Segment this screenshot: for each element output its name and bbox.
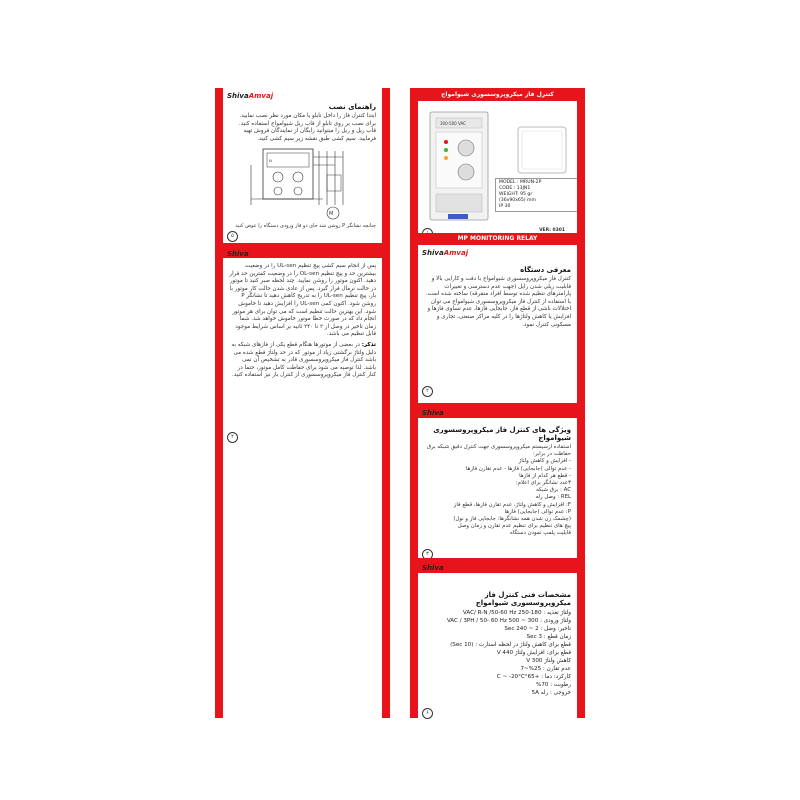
- features-title: ویژگی های کنترل فاز میکروپروسسوری شیوامواج: [433, 426, 571, 442]
- install-footer: چنانچه نشانگر P روشن شد جای دو فاز ورودی دستگاه را عوض کنید: [235, 223, 376, 230]
- device-range: 300-500 VAC: [440, 121, 466, 126]
- cover-bottom-label: MP MONITORING RELAY VER: 0301: [418, 233, 577, 245]
- feature-item: - عدم توالی (جابجایی) فازها - عدم تقارن فازها: [465, 465, 571, 472]
- tech-row: عدم تقارن : 25%~7: [520, 666, 571, 672]
- tech-row: رطوبت : 70%: [536, 682, 571, 688]
- spec-model: MODEL : MRUN-2P: [499, 180, 542, 185]
- red-rail-left: [215, 88, 223, 718]
- settings-body: پس از انجام سیم کشی پیچ تنظیم UL-sen را در وضعیت بیشترین حد و پیچ تنظیم OL-sen را در وضعیت کمترین حد قرار دهید. اکنون موتور را روشن نمایید. چند لحظه صبر کنید تا موتور در حالت نرمال قرار گیرد. پس از عادی شدن حالت کار موتور با بار، پیچ تنظیم UL-sen را به تدریج کاهش دهید تا نشانگر P روشن شود. اکنون کمی UL-sen را افزایش دهید تا خاموش شود. این بهترین حالت تنظیم است که می توان برای هر موتور انجام داد که در صورت خطا موتور خاموش خواهد شد. شما زمان تاخیر در وصل از ۲ تا ۲۴۰ ثانیه بر اساس شرایط موجود قابل تنظیم می باشد.: [229, 263, 376, 338]
- tech-row: کارکرد: دما : +65°C ~ -20°C: [496, 674, 571, 680]
- red-rail-left: [410, 88, 418, 718]
- brand-logo: ShivaAmvaj: [422, 564, 469, 572]
- right-column: [410, 88, 585, 718]
- red-rail-right: [382, 88, 390, 718]
- intro-body: کنترل فاز میکروپروسسوری شیوامواج با دقت و کارایی بالا و قابلیت ریلی شدن رایل (جهت عدم دسترسی و تغییرات پارامترهای تنظیم شده توسط افراد متفرقه) ساخته شده است. با استفاده از کنترل فاز میکروپروسسوری شیوامواج می توان اختلالات ناشی از قطع فاز، جابجایی فازها، عدم تساوی فازها و افزایش یا کاهش ولتاژها را در کلیه مراکز صنعتی، تجاری و مسکونی کنترل نمود.: [425, 276, 571, 328]
- feature-item: قابلیت پلمپ نمودن دستگاه: [509, 530, 571, 537]
- page-number: ۳: [422, 549, 433, 560]
- settings-note: تذکر: در بعضی از موتورها هنگام قطع یکی از فازهای شبکه به دلیل ولتاژ برگشتی زیاد از موتور که در حد ولتاژ قطع شده می باشد کنترل فاز میکروپروسسوری قادر به تشخیص آن نمی باشد. لذا توصیه می شود برای حفاظت کامل موتور، حتما در کنار کنترل فاز میکروپروسسوری از کنترل بار نیز استفاده کنید.: [231, 341, 376, 379]
- spec-ip: IP 30: [499, 204, 511, 209]
- feature-item: REL : وصل رله: [535, 494, 571, 501]
- tech-row: خروجی : رله 5A: [531, 690, 571, 696]
- version: VER: 0301: [539, 228, 565, 233]
- tech-row: زمان قطع : Sec 3: [526, 634, 571, 640]
- cover-title: کنترل فاز میکروپروسسوری شیوامواج: [418, 88, 577, 101]
- feature-item: - افزایش و کاهش ولتاژ: [518, 458, 571, 465]
- feature-item: (چشمک زن شدن همه نشانگرها: جابجایی فاز و نول): [453, 516, 571, 523]
- tech-row: قطع برای کاهش ولتاژ در لحظه استارت : (Sec 10): [450, 642, 571, 648]
- tech-row: تاخیر: وصل : Sec 240 ~ 2: [504, 626, 571, 632]
- spec-size: (36x90x65) mm: [499, 198, 536, 203]
- svg-text:M: M: [329, 211, 334, 218]
- features-list: [418, 444, 577, 538]
- note-label: تذکر:: [361, 341, 376, 348]
- spec-weight: WEIGHT: 95 gr: [499, 192, 533, 197]
- intro-panel: [418, 263, 577, 378]
- install-body: ابتدا کنترل فاز را داخل تابلو یا مکان مورد نظر نصب نمایید. برای نصب بر روی تابلو از قاب ریل شیوامواج استفاده کنید. قاب ریل و ریل را میتوانید رایگان از نمایندگان فروش تهیه فرمایید. سیم کشی طبق نقشه زیر سیم کشی کنید.: [238, 113, 376, 142]
- feature-item: AC : برق شبکه: [536, 487, 571, 494]
- technical-title: مشخصات فنی کنترل فاز میکروپروسسوری شیوامواج: [475, 591, 571, 607]
- spec-code: CODE : 13JN1: [499, 186, 531, 191]
- feature-item: P: عدم توالی (جابجایی) فازها: [504, 508, 571, 515]
- spec-box: [495, 178, 577, 212]
- brand-logo: ShivaAmvaj: [227, 250, 274, 258]
- feature-item: - قطع هر کدام از فازها: [519, 472, 571, 479]
- settings-panel: [223, 263, 382, 443]
- feature-item: پیچ های تنظیم برای تنظیم عدم تقارن و زمان وصل: [457, 523, 571, 530]
- install-title: راهنمای نصب: [328, 103, 376, 111]
- tech-row: قطع برای: افزایش ولتاژ V 440: [496, 650, 571, 656]
- page-number: ۲: [422, 386, 433, 397]
- brand-logo: ShivaAmvaj: [422, 249, 469, 257]
- brand-logo: ShivaAmvaj: [422, 409, 469, 417]
- page-number: ۵: [227, 231, 238, 242]
- feature-item: ۳عدد نشانگر برای اعلام:: [515, 480, 571, 487]
- cover-panel: [418, 102, 577, 227]
- left-column: [215, 88, 390, 718]
- page-number: ۴: [227, 432, 238, 443]
- brand-logo: ShivaAmvaj: [227, 92, 274, 100]
- feature-item: F: افزایش و کاهش ولتاژ، عدم تقارن فازها، قطع فاز: [453, 501, 571, 508]
- tech-row: کاهش ولتاژ V 300: [526, 658, 571, 664]
- install-panel: [223, 100, 382, 230]
- tech-row: ولتاژ ورودی : 300 ~ 500 VAC / 3PH / 50- 60 Hz: [446, 618, 571, 624]
- wiring-diagram: [223, 145, 382, 223]
- technical-panel: [418, 588, 577, 708]
- red-rail-right: [577, 88, 585, 718]
- feature-item: استفاده ازسیستم میکروپروسسوری جهت کنترل دقیق شبکه برق: [426, 444, 571, 450]
- tech-row: ولتاژ تغذیه : 180-250 VAC/ R-N /50-60 Hz: [462, 610, 571, 616]
- terminal-labels: N: [269, 158, 272, 164]
- features-panel: [418, 423, 577, 543]
- intro-title: معرفی دستگاه: [520, 266, 571, 274]
- feature-item: حفاظت در برابر:: [533, 451, 571, 458]
- page-number: ۶: [422, 708, 433, 719]
